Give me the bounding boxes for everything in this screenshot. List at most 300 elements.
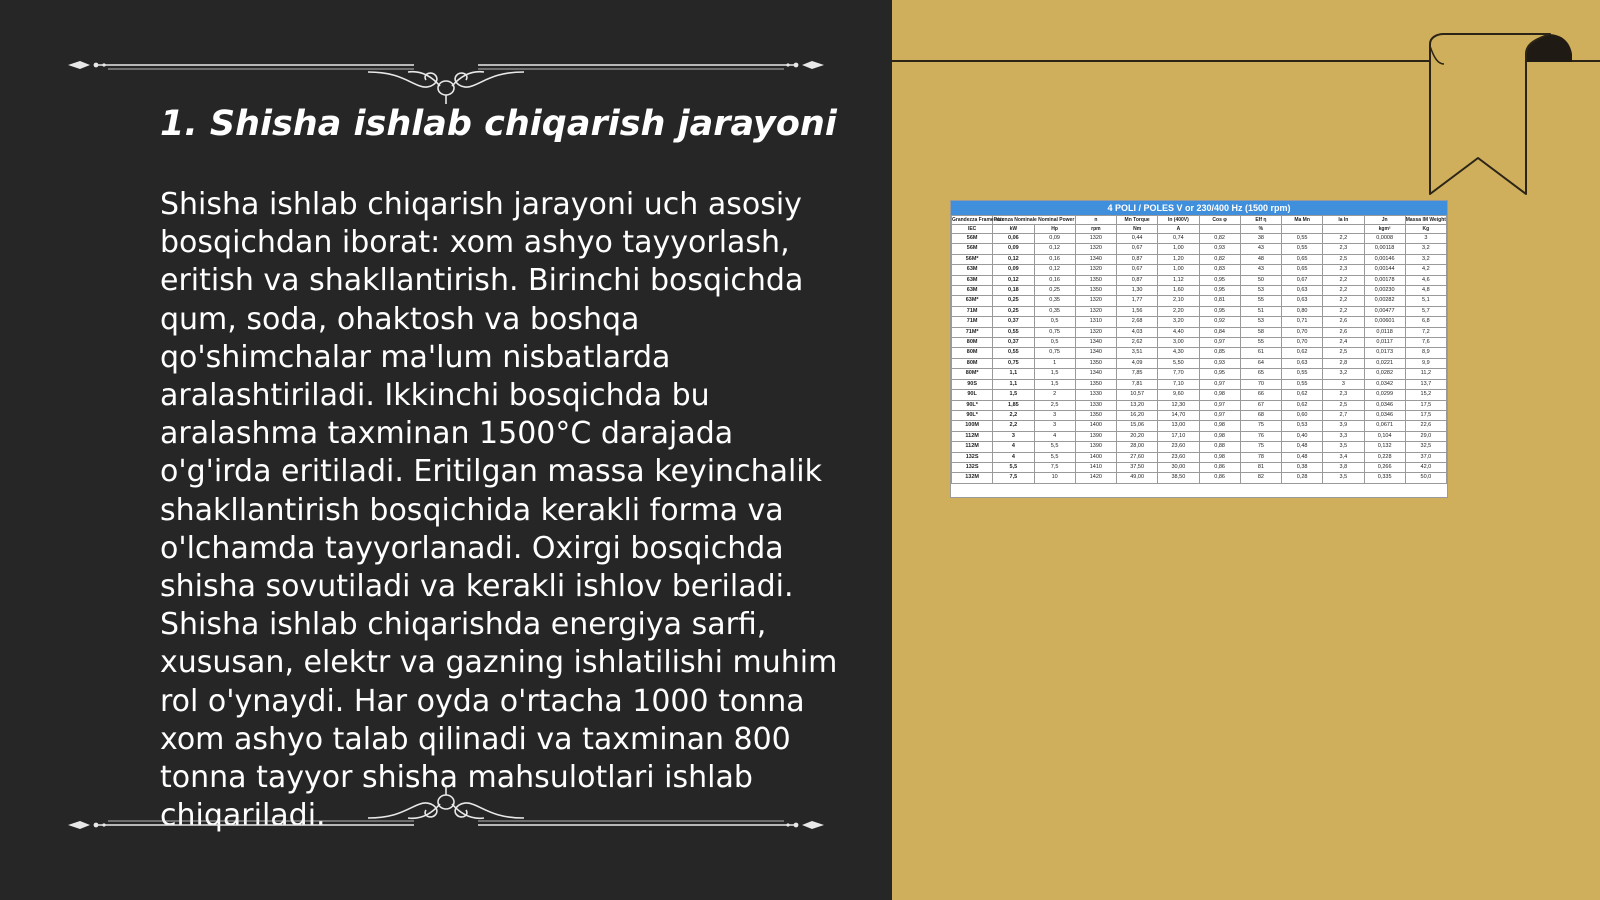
table-cell: 7,5 [993,473,1034,483]
table-cell: 0,37 [993,317,1034,327]
table-cell: 0,48 [1282,442,1323,452]
table-unit-cell: Kg [1405,225,1446,234]
table-header-row [952,216,1447,225]
table-cell: 0,0282 [1364,369,1405,379]
table-row [952,286,1447,296]
table-cell: 13,7 [1405,379,1446,389]
table-cell: 1,5 [1034,369,1075,379]
table-cell: 90L [952,390,993,400]
table-row [952,431,1447,441]
table-cell: 0,86 [1199,473,1240,483]
table-cell: 80M* [952,369,993,379]
table-cell: 4,09 [1117,358,1158,368]
table-cell: 1400 [1075,421,1116,431]
slide-title: 1. Shisha ishlab chiqarish jarayoni [160,104,837,144]
table-cell: 2,5 [1323,254,1364,264]
table-cell: 2,3 [1323,390,1364,400]
table-cell: 63M [952,275,993,285]
table-cell: 0,82 [1199,234,1240,244]
table-cell: 2,2 [1323,286,1364,296]
table-cell: 0,67 [1117,265,1158,275]
table-cell: 0,0221 [1364,358,1405,368]
table-cell: 3 [1323,379,1364,389]
table-cell: 4,30 [1158,348,1199,358]
table-cell: 3,51 [1117,348,1158,358]
table-cell: 4 [1034,431,1075,441]
table-cell: 0,55 [1282,234,1323,244]
table-cell: 71M [952,306,993,316]
table-row [952,327,1447,337]
table-cell: 0,48 [1282,452,1323,462]
table-cell: 5,50 [1158,358,1199,368]
table-cell: 1410 [1075,462,1116,472]
table-cell: 0,06 [993,234,1034,244]
table-cell: 1,60 [1158,286,1199,296]
table-cell: 3 [1405,234,1446,244]
table-cell: 53 [1240,317,1281,327]
table-cell: 2,2 [993,410,1034,420]
table-cell: 15,06 [1117,421,1158,431]
table-cell: 7,10 [1158,379,1199,389]
table-cell: 63M [952,265,993,275]
table-cell: 75 [1240,442,1281,452]
table-cell: 1350 [1075,275,1116,285]
table-cell: 0,95 [1199,286,1240,296]
table-cell: 132S [952,452,993,462]
table-cell: 0,82 [1199,254,1240,264]
table-cell: 63M [952,286,993,296]
table-cell: 2,6 [1323,327,1364,337]
table-cell: 65 [1240,369,1281,379]
ornamental-divider-icon [68,38,824,98]
table-cell: 3,4 [1323,452,1364,462]
table-cell: 1320 [1075,306,1116,316]
table-header-cell: Grandezza Frame size [952,217,1005,223]
table-cell: 0,40 [1282,431,1323,441]
table-cell: 51 [1240,306,1281,316]
table-cell: 0,81 [1199,296,1240,306]
table-cell: 0,95 [1199,306,1240,316]
table-cell: 0,65 [1282,265,1323,275]
table-cell: 1340 [1075,369,1116,379]
table-cell: 67 [1240,400,1281,410]
table-row [952,421,1447,431]
table-cell: 2,2 [1323,275,1364,285]
table-cell: 0,97 [1199,410,1240,420]
table-row [952,254,1447,264]
table-cell: 1320 [1075,296,1116,306]
table-cell: 1 [1034,358,1075,368]
table-cell: 32,5 [1405,442,1446,452]
table-cell: 0,00477 [1364,306,1405,316]
table-unit-cell: kW [993,225,1034,234]
table-cell: 132S [952,462,993,472]
table-cell: 7,2 [1405,327,1446,337]
table-row [952,234,1447,244]
table-cell: 1,5 [1034,379,1075,389]
table-row [952,296,1447,306]
table-cell: 2,5 [1323,348,1364,358]
table-cell: 1,00 [1158,265,1199,275]
table-cell: 0,93 [1199,244,1240,254]
table-cell: 0,98 [1199,452,1240,462]
table-cell: 1,5 [993,390,1034,400]
table-cell: 4,03 [1117,327,1158,337]
table-row [952,317,1447,327]
table-cell: 0,95 [1199,275,1240,285]
table-unit-cell: IEC [952,225,993,234]
table-row [952,462,1447,472]
table-header-cell: Jn [1364,216,1405,225]
table-cell: 7,70 [1158,369,1199,379]
table-cell: 0,84 [1199,327,1240,337]
table-cell: 3,5 [1323,473,1364,483]
table-cell: 3 [1034,410,1075,420]
table-cell: 2,62 [1117,338,1158,348]
table-cell: 0,0299 [1364,390,1405,400]
table-cell: 2,4 [1323,338,1364,348]
table-cell: 0,55 [993,348,1034,358]
table-cell: 2,8 [1323,358,1364,368]
table-cell: 4,40 [1158,327,1199,337]
table-cell: 1390 [1075,431,1116,441]
table-cell: 1,20 [1158,254,1199,264]
table-cell: 3,2 [1323,369,1364,379]
table-cell: 1,00 [1158,244,1199,254]
table-cell: 0,0008 [1364,234,1405,244]
table-cell: 61 [1240,348,1281,358]
table-cell: 1,56 [1117,306,1158,316]
table-cell: 0,37 [993,338,1034,348]
table-cell: 0,09 [993,244,1034,254]
table-cell: 0,09 [1034,234,1075,244]
table-cell: 30,00 [1158,462,1199,472]
table-banner: 4 POLI / POLES V or 230/400 Hz (1500 rpm) [951,201,1447,215]
table-cell: 3,2 [1405,244,1446,254]
table-cell: 71M* [952,327,993,337]
table-cell: 17,10 [1158,431,1199,441]
table-cell: 2,5 [1034,400,1075,410]
table-cell: 29,0 [1405,431,1446,441]
table-cell: 0,98 [1199,421,1240,431]
table-cell: 10,57 [1117,390,1158,400]
table-cell: 13,20 [1117,400,1158,410]
table-header-cell: Cos φ [1199,216,1240,225]
table-cell: 2,10 [1158,296,1199,306]
table-cell: 1350 [1075,410,1116,420]
table-cell: 1320 [1075,265,1116,275]
table-cell: 0,12 [1034,244,1075,254]
table-cell: 0,00146 [1364,254,1405,264]
table-cell: 0,75 [1034,327,1075,337]
table-cell: 0,12 [993,254,1034,264]
table-cell: 4,6 [1405,275,1446,285]
table-cell: 0,65 [1282,254,1323,264]
table-cell: 1340 [1075,338,1116,348]
table-cell: 3,5 [1323,442,1364,452]
table-cell: 2,2 [1323,296,1364,306]
table-header-cell: Massa IM Weight [1405,217,1446,223]
table-cell: 5,5 [993,462,1034,472]
bookmark-ribbon-icon [1430,34,1580,200]
table-cell: 13,00 [1158,421,1199,431]
table-cell: 0,28 [1282,473,1323,483]
table-cell: 11,2 [1405,369,1446,379]
table-cell: 0,70 [1282,338,1323,348]
table-cell: 0,86 [1199,462,1240,472]
table-cell: 0,12 [1034,265,1075,275]
table-cell: 0,0346 [1364,400,1405,410]
table-cell: 3 [993,431,1034,441]
table-cell: 2,3 [1323,265,1364,275]
table-cell: 5,1 [1405,296,1446,306]
table-cell: 2 [1034,390,1075,400]
table-row [952,400,1447,410]
table-cell: 3,3 [1323,431,1364,441]
table-header-cell: Mn Torque [1117,216,1158,225]
table-cell: 16,20 [1117,410,1158,420]
table-unit-cell: rpm [1075,225,1116,234]
table-cell: 0,67 [1282,275,1323,285]
table-cell: 0,132 [1364,442,1405,452]
table-cell: 17,5 [1405,400,1446,410]
table-cell: 6,8 [1405,317,1446,327]
table-cell: 0,16 [1034,254,1075,264]
table-cell: 0,75 [1034,348,1075,358]
table-cell: 0,0346 [1364,410,1405,420]
table-cell: 56M [952,234,993,244]
table-row [952,452,1447,462]
table-cell: 0,38 [1282,462,1323,472]
table-cell: 56M [952,244,993,254]
table-cell: 5,5 [1034,442,1075,452]
table-header-cell: n [1075,216,1116,225]
table-cell: 0,63 [1282,358,1323,368]
table-cell: 0,0117 [1364,338,1405,348]
table-cell: 15,2 [1405,390,1446,400]
table-cell: 1400 [1075,452,1116,462]
table-cell: 1330 [1075,400,1116,410]
table-cell: 20,20 [1117,431,1158,441]
table-cell: 3,2 [1405,254,1446,264]
table-unit-cell [1282,225,1323,234]
table-cell: 0,67 [1117,244,1158,254]
table-cell: 0,5 [1034,338,1075,348]
table-unit-cell: Hp [1034,225,1075,234]
table-cell: 27,60 [1117,452,1158,462]
table-cell: 2,2 [1323,234,1364,244]
table-cell: 1340 [1075,348,1116,358]
table-cell: 1350 [1075,379,1116,389]
table-cell: 81 [1240,462,1281,472]
table-cell: 0,0118 [1364,327,1405,337]
table-row [952,244,1447,254]
table-cell: 4,2 [1405,265,1446,275]
table-cell: 0,09 [993,265,1034,275]
table-cell: 0,93 [1199,358,1240,368]
table-cell: 3,9 [1323,421,1364,431]
table-cell: 2,20 [1158,306,1199,316]
table-cell: 80M [952,348,993,358]
table-cell: 0,55 [1282,379,1323,389]
table-cell: 71M [952,317,993,327]
table-cell: 0,62 [1282,348,1323,358]
table-cell: 0,55 [993,327,1034,337]
table-cell: 0,87 [1117,254,1158,264]
table-cell: 7,6 [1405,338,1446,348]
table-cell: 5,7 [1405,306,1446,316]
table-cell: 38 [1240,234,1281,244]
table-cell: 17,5 [1405,410,1446,420]
table-cell: 0,97 [1199,379,1240,389]
table-cell: 0,62 [1282,400,1323,410]
table-cell: 1,1 [993,379,1034,389]
table-unit-row [952,225,1447,234]
table-cell: 55 [1240,338,1281,348]
table-header-cell: Potenza Nominale Nominal Power [993,217,1075,223]
table-cell: 2,7 [1323,410,1364,420]
table-row [952,442,1447,452]
table-cell: 53 [1240,286,1281,296]
table-cell: 7,85 [1117,369,1158,379]
table-header-cell: Ia In [1323,216,1364,225]
table-cell: 2,6 [1323,317,1364,327]
table-cell: 8,9 [1405,348,1446,358]
table-cell: 0,35 [1034,306,1075,316]
table-cell: 50 [1240,275,1281,285]
table-row [952,379,1447,389]
table-cell: 66 [1240,390,1281,400]
table-cell: 3,20 [1158,317,1199,327]
table-cell: 2,2 [993,421,1034,431]
table-cell: 1320 [1075,327,1116,337]
table-cell: 0,98 [1199,431,1240,441]
table-cell: 0,83 [1199,265,1240,275]
table-unit-cell [1323,225,1364,234]
table-cell: 0,266 [1364,462,1405,472]
table-cell: 0,53 [1282,421,1323,431]
table-cell: 0,55 [1282,369,1323,379]
table-cell: 7,5 [1034,462,1075,472]
table-cell: 0,62 [1282,390,1323,400]
body-paragraph: Shisha ishlab chiqarish jarayoni uch asosiy bosqichdan iborat: xom ashyo tayyorlash, eritish va shakllantirish. Birinchi bosqichda qum, soda, ohaktosh va boshqa qo'shimchalar ma'lum nisbatlarda aralashtiriladi. Ikkinchi bosqichda bu aralashma taxminan 1500°C darajada o'g'irda eritiladi. Eritilgan massa keyinchalik shakllantirish bosqichida kerakli forma va o'lchamda tayyorlanadi. Oxirgi bosqichda shisha sovutiladi va kerakli ishlov beriladi. Shisha ishlab chiqarishda energiya sarfi, xususan, elektr va gazning ishlatilishi muhim rol o'ynaydi. Har oyda o'rtacha 1000 tonna xom ashyo talab qilinadi va taxminan 800 tonna tayyor shisha mahsulotlari ishlab chiqariladi. [160,187,838,834]
table-cell: 0,16 [1034,275,1075,285]
table-cell: 2,3 [1323,244,1364,254]
table-cell: 4 [993,442,1034,452]
table-cell: 0,18 [993,286,1034,296]
table-unit-cell: A [1158,225,1199,234]
table-cell: 23,60 [1158,442,1199,452]
table-cell: 1320 [1075,234,1116,244]
table-cell: 0,70 [1282,327,1323,337]
table-cell: 50,0 [1405,473,1446,483]
table-cell: 1320 [1075,244,1116,254]
table-cell: 78 [1240,452,1281,462]
table-cell: 37,50 [1117,462,1158,472]
table-cell: 63M* [952,296,993,306]
table-cell: 2,5 [1323,400,1364,410]
table-cell: 76 [1240,431,1281,441]
table-cell: 43 [1240,244,1281,254]
table-cell: 3,8 [1323,462,1364,472]
table-cell: 90S [952,379,993,389]
table-cell: 9,9 [1405,358,1446,368]
table-row [952,358,1447,368]
table-row [952,473,1447,483]
ornamental-divider-icon [68,778,824,838]
table-unit-cell: % [1240,225,1281,234]
table-cell: 0,75 [993,358,1034,368]
table-cell: 58 [1240,327,1281,337]
table-cell: 0,00178 [1364,275,1405,285]
table-cell: 56M* [952,254,993,264]
table-cell: 90L* [952,410,993,420]
table-header-cell: In (400V) [1158,216,1199,225]
table-cell: 9,60 [1158,390,1199,400]
motor-data-table [950,200,1448,498]
table-cell: 37,0 [1405,452,1446,462]
table-cell: 0,92 [1199,317,1240,327]
table-row [952,390,1447,400]
table-cell: 1,12 [1158,275,1199,285]
table-cell: 0,00230 [1364,286,1405,296]
table-cell: 0,60 [1282,410,1323,420]
table-cell: 0,00601 [1364,317,1405,327]
table-cell: 0,335 [1364,473,1405,483]
table-cell: 1,77 [1117,296,1158,306]
table-cell: 80M [952,338,993,348]
table-row [952,369,1447,379]
table-cell: 0,97 [1199,400,1240,410]
table-cell: 4,8 [1405,286,1446,296]
table-cell: 0,35 [1034,296,1075,306]
table-unit-cell: kgm² [1364,225,1405,234]
table-cell: 1350 [1075,358,1116,368]
table-cell: 7,81 [1117,379,1158,389]
table-cell: 28,00 [1117,442,1158,452]
table-cell: 0,0173 [1364,348,1405,358]
table-cell: 0,25 [993,306,1034,316]
table-cell: 3,00 [1158,338,1199,348]
table-cell: 0,85 [1199,348,1240,358]
table-cell: 48 [1240,254,1281,264]
table-cell: 0,228 [1364,452,1405,462]
table-cell: 0,80 [1282,306,1323,316]
table-cell: 1340 [1075,254,1116,264]
table-cell: 100M [952,421,993,431]
table-cell: 1310 [1075,317,1116,327]
table-cell: 22,6 [1405,421,1446,431]
table-cell: 10 [1034,473,1075,483]
table-cell: 0,00282 [1364,296,1405,306]
table-cell: 0,63 [1282,296,1323,306]
table-cell: 90L* [952,400,993,410]
table-cell: 55 [1240,296,1281,306]
table-cell: 0,88 [1199,442,1240,452]
table-cell: 1420 [1075,473,1116,483]
table-cell: 1350 [1075,286,1116,296]
table-cell: 0,25 [1034,286,1075,296]
table-cell: 43 [1240,265,1281,275]
table-cell: 0,12 [993,275,1034,285]
motor-table [951,215,1447,484]
table-cell: 70 [1240,379,1281,389]
table-cell: 49,00 [1117,473,1158,483]
table-header-cell: Ma Mn [1282,216,1323,225]
table-cell: 14,70 [1158,410,1199,420]
table-row [952,338,1447,348]
table-cell: 64 [1240,358,1281,368]
